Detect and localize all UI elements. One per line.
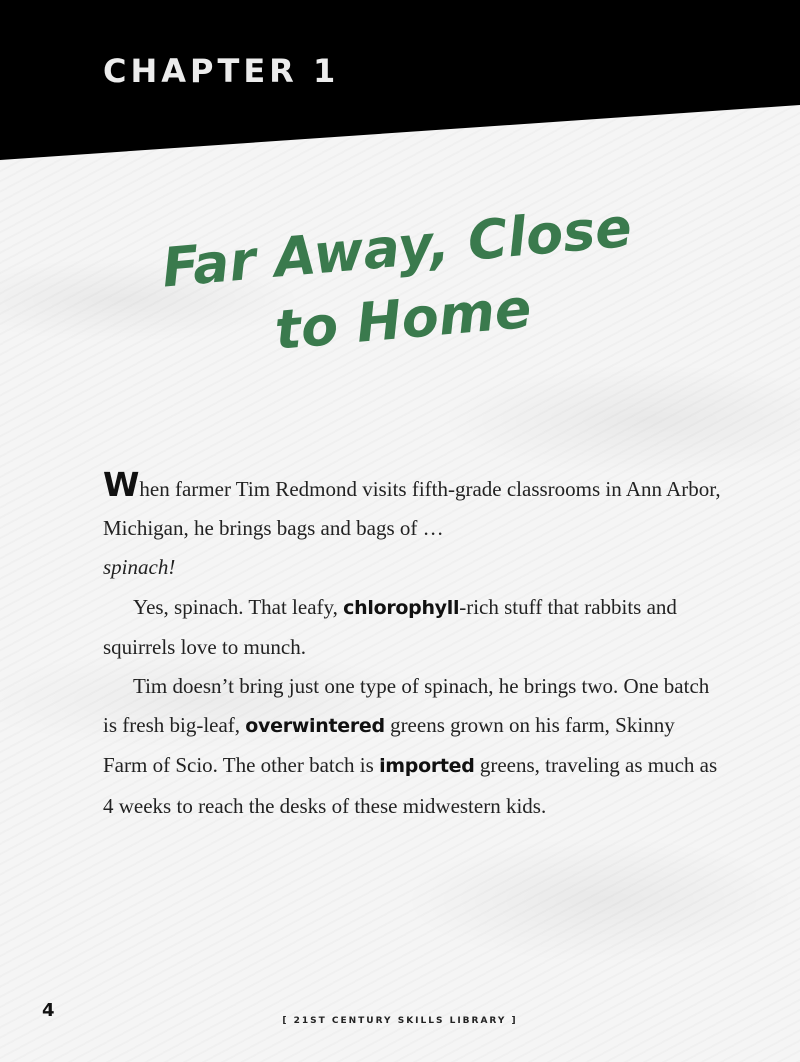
series-footer: [ 21ST CENTURY SKILLS LIBRARY ]	[282, 1016, 518, 1026]
paragraph-3	[103, 667, 723, 826]
paragraph-3-before: Tim doesn’t bring just one type of spinach, he brings two. One batch is fresh big-leaf,	[103, 674, 710, 738]
paragraph-2	[103, 588, 723, 667]
paragraph-1-italic: spinach!	[103, 555, 176, 580]
paragraph-2-after: -rich stuff that rabbits and squirrels love to munch.	[103, 594, 677, 659]
chapter-title-line-1: Far Away, Close	[159, 195, 635, 300]
paragraph-3-middle: greens grown on his farm, Skinny Farm of Scio. The other batch is	[103, 713, 675, 778]
glossary-term-chlorophyll: chlorophyll	[343, 596, 460, 619]
chapter-title-line-2: to Home	[272, 276, 534, 362]
page-number: 4	[42, 1000, 55, 1021]
glossary-term-overwintered: overwintered	[245, 715, 385, 738]
paragraph-1	[103, 465, 723, 588]
chapter-label: CHAPTER 1	[103, 52, 340, 90]
paragraph-1-text: hen farmer Tim Redmond visits fifth-grade classrooms in Ann Arbor, Michigan, he brings bags and bags of …	[103, 477, 721, 541]
glossary-term-imported: imported	[379, 755, 475, 778]
paragraph-3-after: greens, traveling as much as 4 weeks to reach the desks of these midwestern kids.	[103, 753, 718, 818]
paragraph-2-before: Yes, spinach. That leafy,	[133, 594, 344, 619]
body-text	[103, 465, 723, 826]
drop-cap: W	[103, 465, 140, 504]
